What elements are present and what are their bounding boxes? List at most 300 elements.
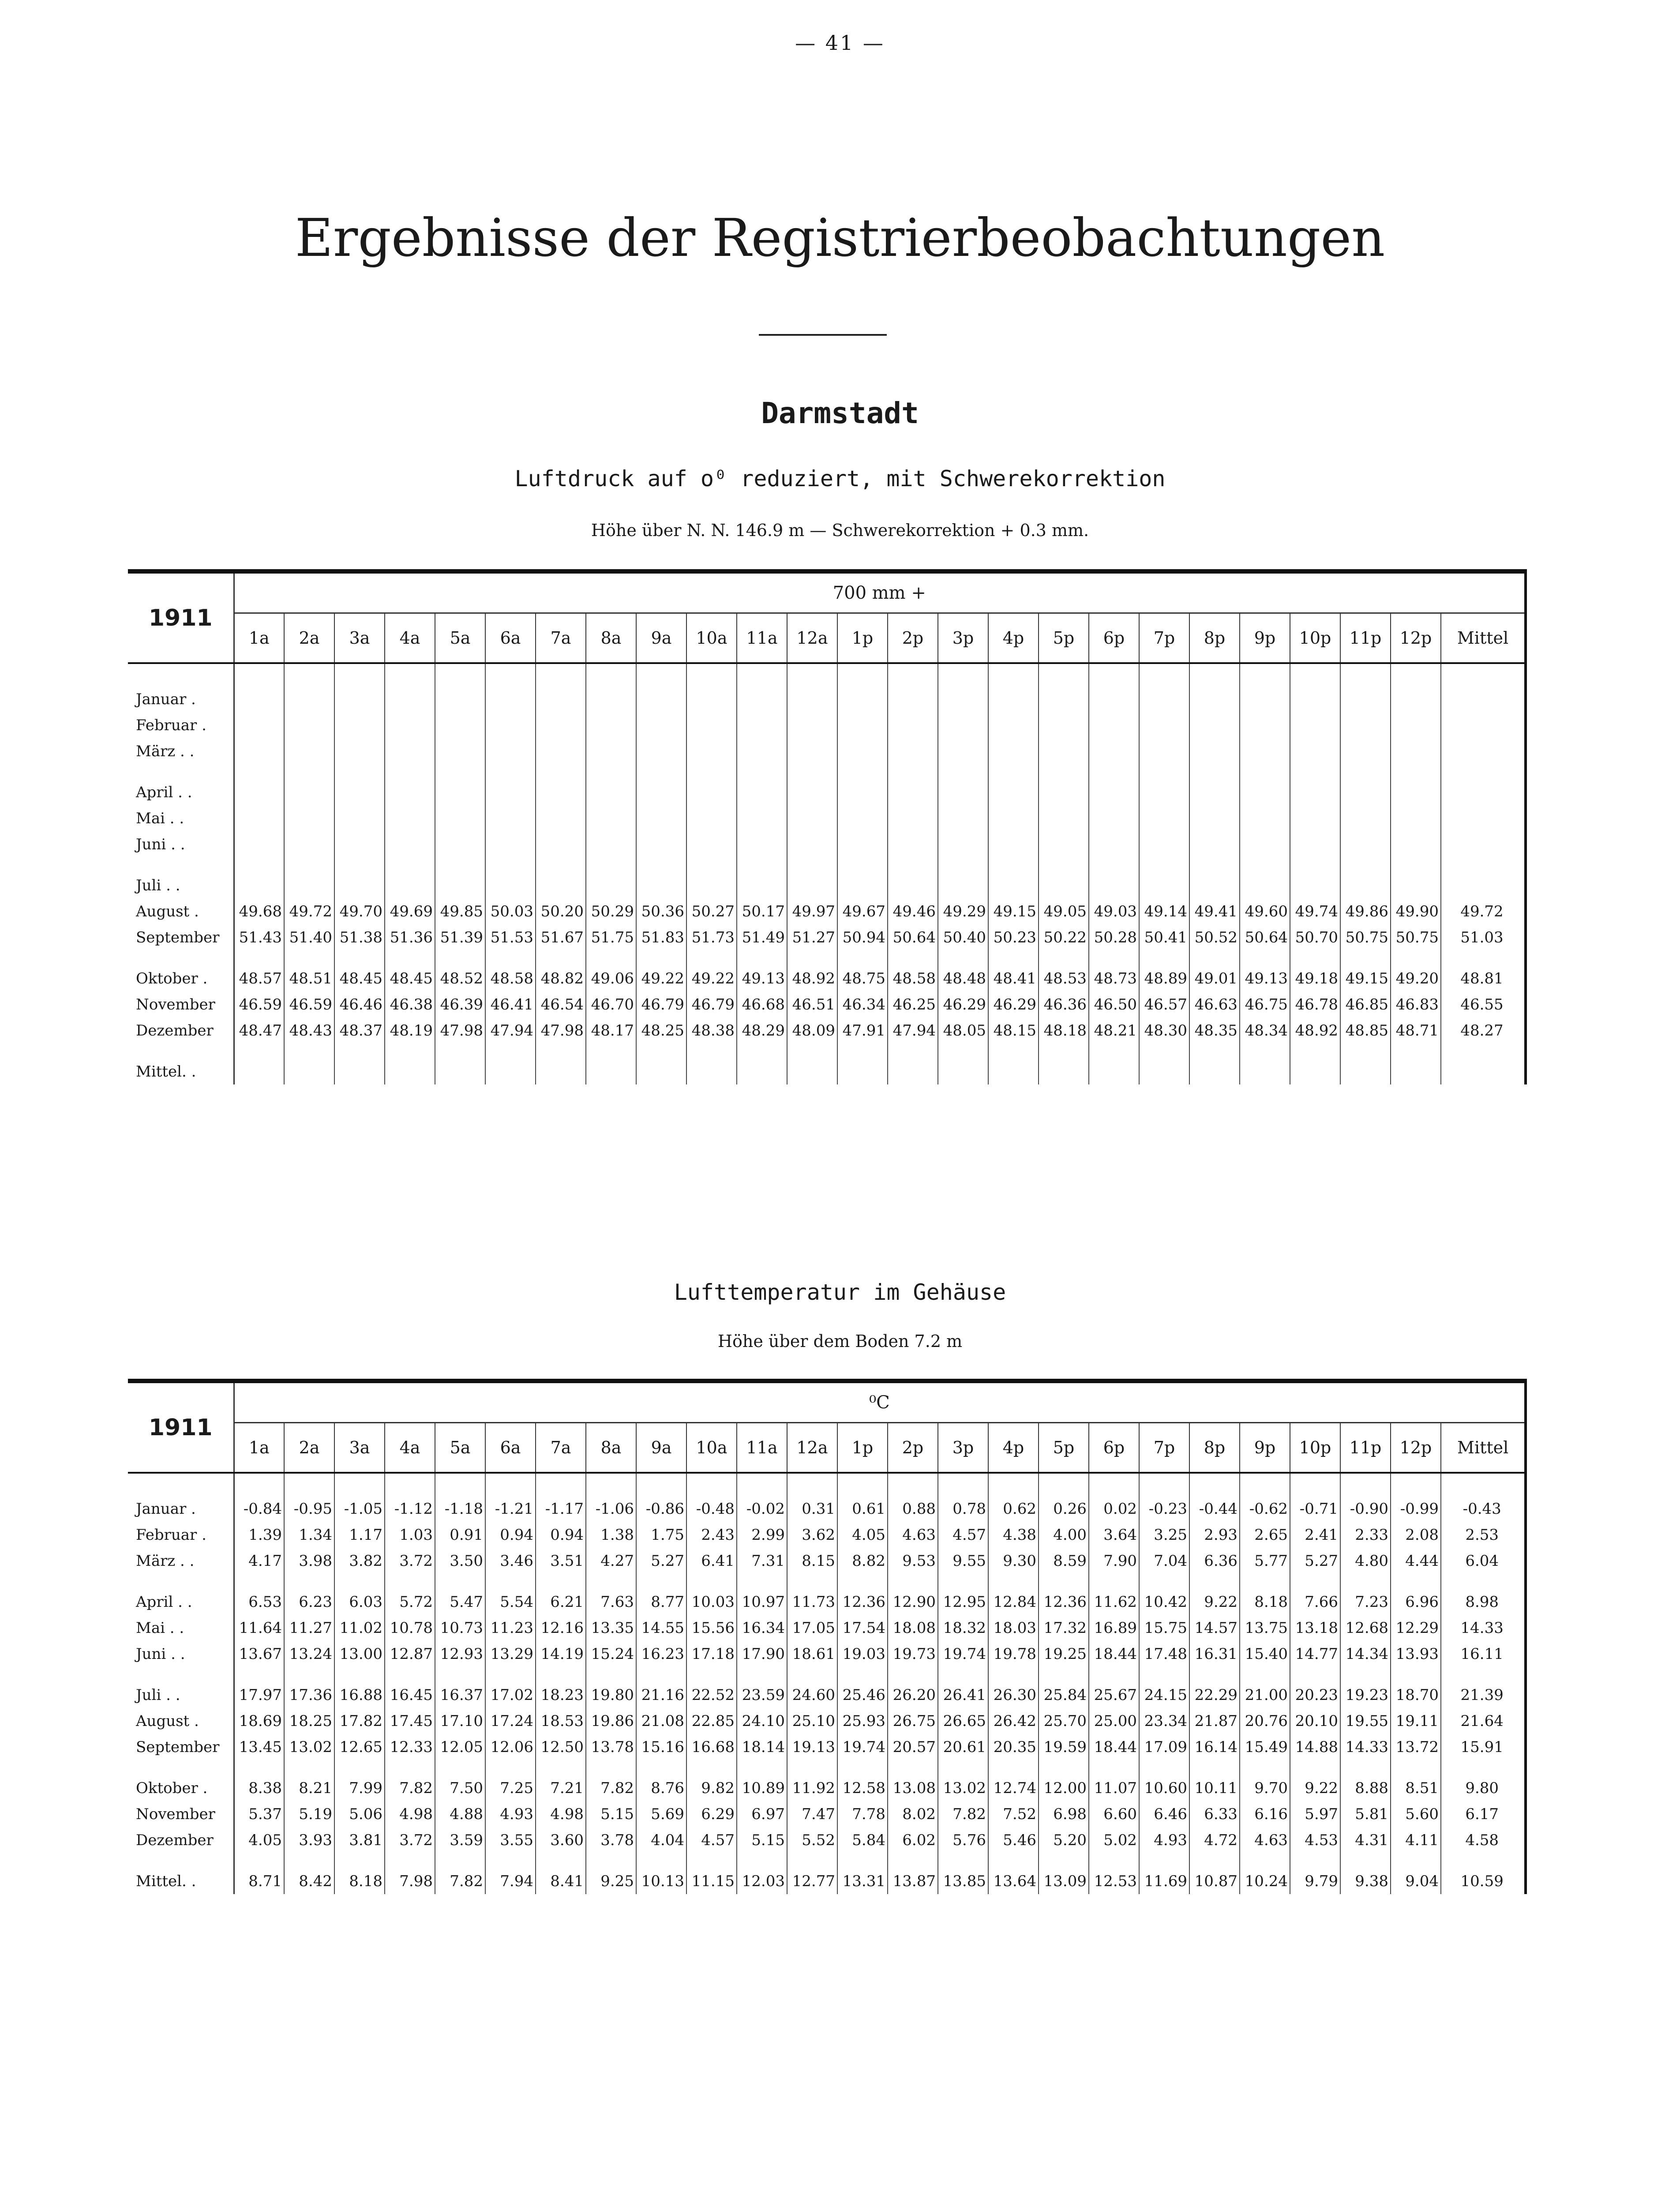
value-cell: 16.23 <box>636 1641 686 1667</box>
spacer-cell <box>1089 663 1139 686</box>
value-cell: 12.06 <box>485 1734 536 1760</box>
value-cell: 13.02 <box>938 1775 988 1801</box>
value-cell: 19.73 <box>888 1641 938 1667</box>
spacer-cell <box>1089 857 1139 872</box>
value-cell: 49.72 <box>284 898 334 924</box>
value-cell: 17.09 <box>1139 1734 1189 1760</box>
spacer-cell <box>1240 1853 1290 1868</box>
value-cell <box>435 779 485 805</box>
value-cell <box>385 712 435 738</box>
value-cell <box>536 712 586 738</box>
spacer-cell <box>1391 1760 1441 1775</box>
spacer-cell <box>686 1760 737 1775</box>
value-cell: 50.52 <box>1189 924 1240 950</box>
value-cell: 48.75 <box>837 965 888 991</box>
spacer-cell <box>938 663 988 686</box>
hour-header-8p: 8p <box>1189 1423 1240 1473</box>
value-cell <box>1189 831 1240 857</box>
spacer-cell <box>1139 1473 1189 1496</box>
table-row <box>128 1522 1526 1548</box>
spacer-cell <box>1290 1043 1340 1058</box>
value-cell <box>636 738 686 764</box>
spacer-cell <box>1441 1667 1526 1682</box>
month-label: November <box>128 1801 234 1827</box>
value-cell: 51.75 <box>586 924 636 950</box>
value-cell: 50.64 <box>1240 924 1290 950</box>
value-cell: 3.72 <box>385 1827 435 1853</box>
spacer-cell <box>586 1043 636 1058</box>
value-cell: 46.75 <box>1240 991 1290 1017</box>
spacer-cell <box>837 1667 888 1682</box>
value-cell: 12.36 <box>837 1589 888 1615</box>
value-cell: 7.04 <box>1139 1548 1189 1574</box>
spacer-cell <box>1189 1574 1240 1589</box>
value-cell <box>1039 779 1089 805</box>
spacer-cell <box>234 1760 284 1775</box>
spacer-cell <box>1189 1667 1240 1682</box>
value-cell: 10.60 <box>1139 1775 1189 1801</box>
value-cell: 3.62 <box>787 1522 837 1548</box>
value-cell: 0.94 <box>536 1522 586 1548</box>
value-cell: 9.55 <box>938 1548 988 1574</box>
month-label: Mittel. . <box>128 1058 234 1084</box>
spacer-cell <box>234 663 284 686</box>
value-cell <box>1039 831 1089 857</box>
value-cell: 1.38 <box>586 1522 636 1548</box>
value-cell <box>586 1058 636 1084</box>
value-cell <box>1189 779 1240 805</box>
value-cell <box>737 712 787 738</box>
spacer-cell <box>686 1473 737 1496</box>
month-label: Juni . . <box>128 1641 234 1667</box>
value-cell: 11.69 <box>1139 1868 1189 1894</box>
mean-header: Mittel <box>1441 613 1526 664</box>
value-cell <box>787 738 837 764</box>
value-cell <box>536 872 586 898</box>
month-label: Mittel. . <box>128 1868 234 1894</box>
spacer-cell <box>686 857 737 872</box>
value-cell: 4.57 <box>938 1522 988 1548</box>
value-cell <box>435 712 485 738</box>
value-cell: 46.36 <box>1039 991 1089 1017</box>
value-cell: -0.99 <box>1391 1496 1441 1522</box>
spacer-cell <box>1391 1574 1441 1589</box>
pressure-section-title: Luftdruck auf o⁰ reduziert, mit Schwerekorrektion <box>514 466 1166 491</box>
value-cell: 8.42 <box>284 1868 334 1894</box>
value-cell <box>435 738 485 764</box>
value-cell <box>334 738 385 764</box>
value-cell <box>284 872 334 898</box>
value-cell: -1.18 <box>435 1496 485 1522</box>
value-cell <box>636 872 686 898</box>
value-cell <box>234 831 284 857</box>
value-cell: 4.17 <box>234 1548 284 1574</box>
hour-header-5a: 5a <box>435 613 485 664</box>
value-cell: 24.10 <box>737 1708 787 1734</box>
mean-value-cell: 6.04 <box>1441 1548 1526 1574</box>
spacer-cell <box>787 1473 837 1496</box>
spacer-cell <box>888 1574 938 1589</box>
value-cell <box>636 805 686 831</box>
value-cell: 13.45 <box>234 1734 284 1760</box>
spacer-cell <box>1189 950 1240 965</box>
value-cell: 5.69 <box>636 1801 686 1827</box>
month-label: September <box>128 924 234 950</box>
value-cell: 50.20 <box>536 898 586 924</box>
spacer-cell <box>284 764 334 779</box>
value-cell <box>686 1058 737 1084</box>
value-cell: 9.38 <box>1340 1868 1391 1894</box>
value-cell <box>888 805 938 831</box>
spacer-cell <box>1391 1043 1441 1058</box>
table-row <box>128 1548 1526 1574</box>
mean-value-cell <box>1441 872 1526 898</box>
value-cell: 19.13 <box>787 1734 837 1760</box>
value-cell: 19.59 <box>1039 1734 1089 1760</box>
value-cell: 6.41 <box>686 1548 737 1574</box>
spacer-cell <box>385 663 435 686</box>
hour-header-5p: 5p <box>1039 1423 1089 1473</box>
spacer-cell <box>385 1043 435 1058</box>
value-cell: 25.84 <box>1039 1682 1089 1708</box>
value-cell <box>485 805 536 831</box>
mean-value-cell: 10.59 <box>1441 1868 1526 1894</box>
station-name: Darmstadt <box>761 396 919 430</box>
value-cell: 4.63 <box>1240 1827 1290 1853</box>
spacer-cell <box>837 1853 888 1868</box>
spacer-cell <box>586 1760 636 1775</box>
month-label: April . . <box>128 1589 234 1615</box>
value-cell: 14.19 <box>536 1641 586 1667</box>
value-cell: 49.15 <box>988 898 1039 924</box>
spacer-cell <box>385 1473 435 1496</box>
value-cell: 8.76 <box>636 1775 686 1801</box>
spacer-cell <box>1039 1043 1089 1058</box>
spacer-cell <box>435 1043 485 1058</box>
value-cell: 51.83 <box>636 924 686 950</box>
value-cell: 4.05 <box>234 1827 284 1853</box>
value-cell: 7.90 <box>1089 1548 1139 1574</box>
value-cell <box>1340 779 1391 805</box>
spacer-cell <box>234 857 284 872</box>
value-cell: 20.61 <box>938 1734 988 1760</box>
unit-label: ⁰C <box>234 1381 1526 1423</box>
value-cell: 4.80 <box>1340 1548 1391 1574</box>
value-cell: 3.25 <box>1139 1522 1189 1548</box>
value-cell: 49.01 <box>1189 965 1240 991</box>
value-cell: 12.84 <box>988 1589 1039 1615</box>
spacer-cell <box>1039 1853 1089 1868</box>
hour-header-5p: 5p <box>1039 613 1089 664</box>
spacer-cell <box>435 1473 485 1496</box>
value-cell: 18.53 <box>536 1708 586 1734</box>
value-cell: 12.29 <box>1391 1615 1441 1641</box>
mean-value-cell <box>1441 831 1526 857</box>
hour-header-12a: 12a <box>787 1423 837 1473</box>
month-label: Oktober . <box>128 965 234 991</box>
value-cell: 19.11 <box>1391 1708 1441 1734</box>
value-cell: -0.02 <box>737 1496 787 1522</box>
spacer-cell <box>1139 1043 1189 1058</box>
hour-header-1a: 1a <box>234 613 284 664</box>
spacer-cell <box>737 1043 787 1058</box>
value-cell: 13.00 <box>334 1641 385 1667</box>
value-cell <box>1139 831 1189 857</box>
pressure-table-body <box>128 663 1526 1084</box>
table-row <box>128 898 1526 924</box>
spacer-cell <box>586 1853 636 1868</box>
spacer-cell <box>586 663 636 686</box>
value-cell: 48.58 <box>485 965 536 991</box>
value-cell: 17.54 <box>837 1615 888 1641</box>
value-cell <box>1391 686 1441 712</box>
spacer-cell <box>1240 1760 1290 1775</box>
spacer-cell <box>334 950 385 965</box>
spacer-cell <box>485 764 536 779</box>
value-cell: 49.13 <box>737 965 787 991</box>
spacer-cell <box>1089 1043 1139 1058</box>
value-cell: 49.90 <box>1391 898 1441 924</box>
spacer-cell <box>787 1667 837 1682</box>
spacer-cell <box>385 1853 435 1868</box>
spacer-cell <box>334 1473 385 1496</box>
value-cell: 5.02 <box>1089 1827 1139 1853</box>
value-cell: 50.75 <box>1340 924 1391 950</box>
value-cell: 14.77 <box>1290 1641 1340 1667</box>
table-row <box>128 1058 1526 1084</box>
spacer-cell <box>385 857 435 872</box>
value-cell: 6.02 <box>888 1827 938 1853</box>
month-label: Februar . <box>128 1522 234 1548</box>
value-cell <box>636 712 686 738</box>
value-cell <box>1039 712 1089 738</box>
hour-header-7p: 7p <box>1139 613 1189 664</box>
value-cell: 10.24 <box>1240 1868 1290 1894</box>
value-cell: 46.50 <box>1089 991 1139 1017</box>
value-cell <box>1189 805 1240 831</box>
value-cell: 15.56 <box>686 1615 737 1641</box>
spacer-cell <box>1139 1760 1189 1775</box>
value-cell <box>536 805 586 831</box>
value-cell: 25.67 <box>1089 1682 1139 1708</box>
spacer-cell <box>1441 1853 1526 1868</box>
value-cell: 9.04 <box>1391 1868 1441 1894</box>
year-label: 1911 <box>128 1381 234 1473</box>
mean-value-cell: 14.33 <box>1441 1615 1526 1641</box>
value-cell: 8.02 <box>888 1801 938 1827</box>
spacer-cell <box>485 663 536 686</box>
value-cell: 49.70 <box>334 898 385 924</box>
value-cell <box>284 738 334 764</box>
value-cell <box>787 872 837 898</box>
value-cell <box>1391 738 1441 764</box>
value-cell: 17.48 <box>1139 1641 1189 1667</box>
spacer-cell <box>234 1043 284 1058</box>
hour-header-12p: 12p <box>1391 613 1441 664</box>
spacer-cell <box>737 663 787 686</box>
value-cell <box>686 686 737 712</box>
mean-value-cell: 6.17 <box>1441 1801 1526 1827</box>
value-cell: 5.46 <box>988 1827 1039 1853</box>
value-cell: 46.57 <box>1139 991 1189 1017</box>
spacer-cell <box>128 1574 234 1589</box>
value-cell: 4.63 <box>888 1522 938 1548</box>
value-cell: 14.34 <box>1340 1641 1391 1667</box>
value-cell: 4.31 <box>1340 1827 1391 1853</box>
value-cell: 2.99 <box>737 1522 787 1548</box>
value-cell: 3.98 <box>284 1548 334 1574</box>
spacer-cell <box>636 663 686 686</box>
table-row <box>128 805 1526 831</box>
value-cell: 48.89 <box>1139 965 1189 991</box>
value-cell: 48.53 <box>1039 965 1089 991</box>
month-label: Oktober . <box>128 1775 234 1801</box>
value-cell <box>1290 805 1340 831</box>
value-cell: 5.54 <box>485 1589 536 1615</box>
value-cell: -1.05 <box>334 1496 385 1522</box>
value-cell: 50.23 <box>988 924 1039 950</box>
mean-value-cell <box>1441 686 1526 712</box>
value-cell: 48.05 <box>938 1017 988 1043</box>
spacer-cell <box>1441 1574 1526 1589</box>
value-cell: 5.27 <box>636 1548 686 1574</box>
spacer-cell <box>636 950 686 965</box>
spacer-cell <box>385 1667 435 1682</box>
value-cell: 13.67 <box>234 1641 284 1667</box>
value-cell <box>1089 872 1139 898</box>
value-cell: 48.34 <box>1240 1017 1290 1043</box>
month-label: Mai . . <box>128 1615 234 1641</box>
value-cell: 9.25 <box>586 1868 636 1894</box>
spacer-cell <box>888 1473 938 1496</box>
value-cell <box>435 831 485 857</box>
value-cell <box>435 805 485 831</box>
value-cell: 4.04 <box>636 1827 686 1853</box>
spacer-cell <box>1391 764 1441 779</box>
value-cell: 50.64 <box>888 924 938 950</box>
value-cell <box>837 686 888 712</box>
spacer-cell <box>385 1574 435 1589</box>
spacer-cell <box>686 950 737 965</box>
value-cell: 16.14 <box>1189 1734 1240 1760</box>
value-cell: 19.03 <box>837 1641 888 1667</box>
spacer-cell <box>1340 857 1391 872</box>
spacer-cell <box>1441 1473 1526 1496</box>
value-cell: 46.34 <box>837 991 888 1017</box>
value-cell: 46.25 <box>888 991 938 1017</box>
month-label: August . <box>128 898 234 924</box>
value-cell <box>837 831 888 857</box>
mean-value-cell: 16.11 <box>1441 1641 1526 1667</box>
spacer-cell <box>636 1667 686 1682</box>
value-cell: 46.85 <box>1340 991 1391 1017</box>
value-cell: 46.29 <box>938 991 988 1017</box>
spacer-cell <box>1189 857 1240 872</box>
mean-value-cell: 15.91 <box>1441 1734 1526 1760</box>
spacer-cell <box>128 663 234 686</box>
value-cell <box>485 872 536 898</box>
value-cell <box>1290 686 1340 712</box>
value-cell: 0.61 <box>837 1496 888 1522</box>
value-cell: 17.97 <box>234 1682 284 1708</box>
value-cell: 46.59 <box>284 991 334 1017</box>
mean-value-cell <box>1441 1058 1526 1084</box>
value-cell: 48.17 <box>586 1017 636 1043</box>
value-cell: 48.09 <box>787 1017 837 1043</box>
value-cell: 46.63 <box>1189 991 1240 1017</box>
value-cell <box>284 831 334 857</box>
spacer-cell <box>837 1043 888 1058</box>
value-cell: 50.28 <box>1089 924 1139 950</box>
spacer-cell <box>1189 764 1240 779</box>
hour-header-8a: 8a <box>586 1423 636 1473</box>
value-cell: 19.80 <box>586 1682 636 1708</box>
value-cell: 9.53 <box>888 1548 938 1574</box>
value-cell <box>737 686 787 712</box>
value-cell: 5.15 <box>737 1827 787 1853</box>
value-cell: 20.35 <box>988 1734 1039 1760</box>
value-cell <box>1340 805 1391 831</box>
value-cell: 13.93 <box>1391 1641 1441 1667</box>
spacer-cell <box>837 857 888 872</box>
mean-value-cell: 8.98 <box>1441 1589 1526 1615</box>
value-cell <box>1391 779 1441 805</box>
value-cell: 15.16 <box>636 1734 686 1760</box>
mean-value-cell <box>1441 738 1526 764</box>
value-cell: 49.69 <box>385 898 435 924</box>
value-cell: 16.34 <box>737 1615 787 1641</box>
value-cell: 48.30 <box>1139 1017 1189 1043</box>
spacer-cell <box>837 1574 888 1589</box>
value-cell <box>385 686 435 712</box>
value-cell: 7.94 <box>485 1868 536 1894</box>
value-cell: 19.74 <box>938 1641 988 1667</box>
value-cell: 25.46 <box>837 1682 888 1708</box>
value-cell <box>787 831 837 857</box>
value-cell: 16.89 <box>1089 1615 1139 1641</box>
value-cell: 48.25 <box>636 1017 686 1043</box>
spacer-cell <box>1340 764 1391 779</box>
hour-header-3a: 3a <box>334 613 385 664</box>
value-cell: 46.41 <box>485 991 536 1017</box>
value-cell <box>485 712 536 738</box>
value-cell <box>737 805 787 831</box>
value-cell <box>988 805 1039 831</box>
value-cell: 46.38 <box>385 991 435 1017</box>
value-cell <box>636 686 686 712</box>
spacer-cell <box>536 1853 586 1868</box>
spacer-cell <box>485 1043 536 1058</box>
value-cell <box>536 686 586 712</box>
value-cell: 13.08 <box>888 1775 938 1801</box>
value-cell: 4.44 <box>1391 1548 1441 1574</box>
value-cell: 12.50 <box>536 1734 586 1760</box>
spacer-cell <box>1290 1667 1340 1682</box>
mean-value-cell: 48.27 <box>1441 1017 1526 1043</box>
row-spacer <box>128 1574 1526 1589</box>
value-cell: 12.93 <box>435 1641 485 1667</box>
spacer-cell <box>1441 950 1526 965</box>
value-cell: 7.99 <box>334 1775 385 1801</box>
month-label: Februar . <box>128 712 234 738</box>
value-cell: 7.82 <box>435 1868 485 1894</box>
value-cell <box>536 738 586 764</box>
month-label: März . . <box>128 1548 234 1574</box>
spacer-cell <box>787 857 837 872</box>
value-cell <box>1139 738 1189 764</box>
spacer-cell <box>334 764 385 779</box>
value-cell: 3.72 <box>385 1548 435 1574</box>
